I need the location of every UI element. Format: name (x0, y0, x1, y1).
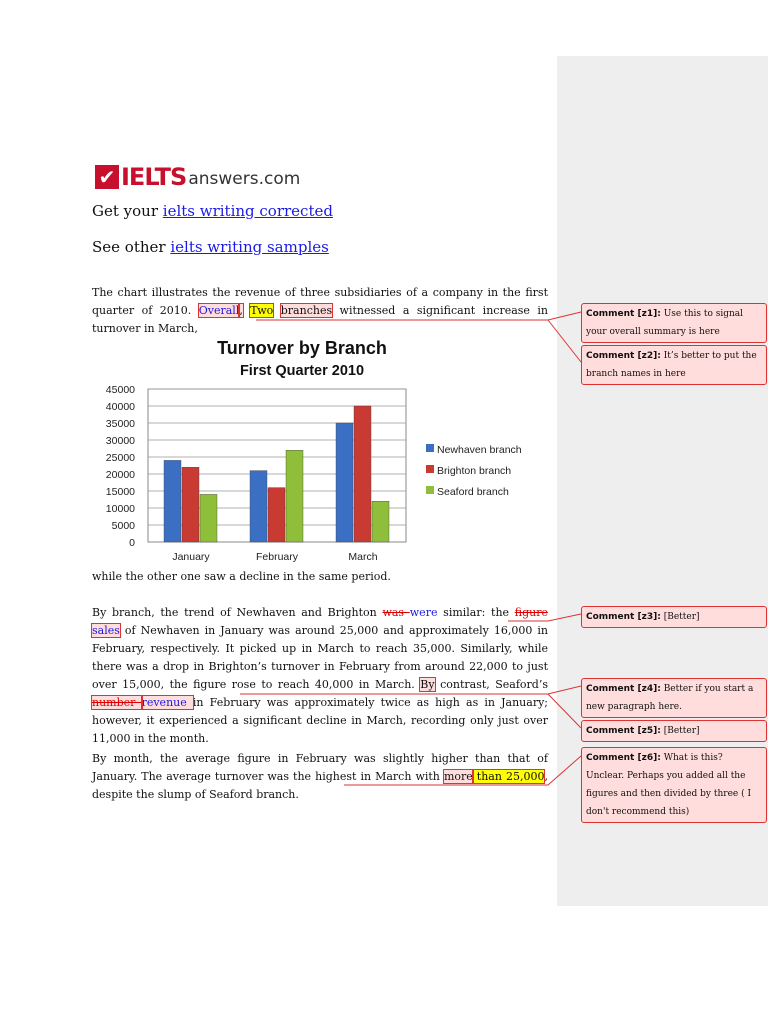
para1-text-c: while the other one saw a decline in the same period. (92, 570, 391, 583)
ieltsanswers-logo[interactable] (95, 163, 300, 189)
hl-by: By (420, 678, 435, 691)
x-tick-label: January (172, 551, 210, 563)
comment-text: [Better] (660, 726, 700, 736)
samples-link[interactable]: ielts writing samples (170, 238, 329, 256)
bar (164, 460, 181, 542)
para1-text-b: witnessed a significant increase in turnover in March, (92, 304, 548, 335)
chart-title: Turnover by Branch (217, 338, 387, 358)
hl-branches: branches (280, 304, 333, 317)
y-tick-label: 15000 (105, 486, 135, 498)
para1-text-a: The chart illustrates the revenue of three subsidiaries of a company in the first quarter of 2010. (92, 286, 548, 317)
logo-answers-text: answers.com (188, 169, 301, 189)
ins-overall: Overall (198, 304, 240, 317)
y-tick-label: 35000 (105, 418, 135, 430)
samples-line (92, 238, 329, 256)
y-tick-label: 40000 (105, 401, 135, 413)
comment-ref: Comment [z4]: (586, 684, 661, 694)
y-tick-label: 5000 (111, 520, 135, 532)
comment-text: Use this to signal your overall summary is here (586, 309, 744, 337)
comment-z6[interactable] (581, 747, 767, 823)
para2-text-a: By branch, the trend of Newhaven and Brighton (92, 606, 383, 619)
chart-subtitle: First Quarter 2010 (239, 363, 365, 379)
bar (372, 501, 389, 542)
comment-ref: Comment [z1]: (586, 309, 661, 319)
legend-swatch (426, 444, 434, 452)
y-tick-label: 10000 (105, 503, 135, 515)
y-tick-label: 25000 (105, 452, 135, 464)
hl-more: more (443, 770, 473, 783)
comment-ref: Comment [z5]: (586, 726, 661, 736)
ins-were: were (409, 606, 438, 619)
corrected-link[interactable]: ielts writing corrected (162, 202, 333, 220)
legend-label: Newhaven branch (437, 444, 522, 456)
para2-text-c: of Newhaven in January was around 25,000 and approximately 16,000 in February, respectively. It picked up in March to reach 35,000. Similarly, while there was a drop in Brighton’s turnover in February from around 22,000 to just over 15,000, the figure rose to reach 40,000 in March. (92, 624, 548, 691)
paragraph-3 (92, 750, 548, 804)
para2-text-e: in February was approximately twice as high as in January; however, it experienced a significant decline in March, recording only just over 11,000 in the month. (92, 696, 549, 745)
comment-z1[interactable] (581, 303, 767, 343)
y-tick-label: 0 (129, 537, 135, 549)
comment-text: What is this? Unclear. Perhaps you added all the figures and then divided by three ( I don't recommend this) (586, 753, 752, 817)
bar (250, 471, 267, 542)
turnover-chart (92, 330, 548, 570)
bar (268, 488, 285, 542)
x-tick-label: March (348, 551, 378, 563)
bar (182, 467, 199, 542)
comment-text: It’s better to put the branch names in here (586, 351, 757, 379)
comment-z4[interactable] (581, 678, 767, 718)
del-was: was (382, 606, 410, 619)
hl-two: Two (250, 304, 274, 317)
samples-prefix: See other (92, 238, 171, 256)
ins-sales: sales (92, 624, 120, 637)
para1-comma: , (239, 304, 243, 317)
hl-than-25000: than 25,000 (472, 770, 545, 783)
del-figure: figure (514, 606, 548, 619)
comment-z3[interactable] (581, 606, 767, 628)
bar (200, 494, 217, 542)
comment-ref: Comment [z2]: (586, 351, 661, 361)
del-number: number (92, 696, 142, 709)
comment-z5[interactable] (581, 720, 767, 742)
ins-revenue: revenue (141, 696, 193, 709)
para3-text-a: By month, the average figure in February was slightly higher than that of January. The average turnover was the highest in March with (92, 752, 548, 783)
y-tick-label: 20000 (105, 469, 135, 481)
legend-label: Seaford branch (437, 486, 509, 498)
corrected-line (92, 202, 333, 220)
para2-text-d: contrast, Seaford’s (434, 678, 548, 691)
comment-text: Better if you start a new paragraph here. (586, 684, 754, 712)
para2-text-b: similar: the (437, 606, 515, 619)
comment-ref: Comment [z3]: (586, 612, 661, 622)
x-tick-label: February (255, 551, 299, 563)
comment-ref: Comment [z6]: (586, 753, 661, 763)
paragraph-1-end (92, 568, 548, 586)
legend-label: Brighton branch (437, 465, 512, 477)
bar (336, 423, 353, 542)
checkmark-icon: ✔ (95, 165, 119, 189)
comment-z2[interactable] (581, 345, 767, 385)
logo-ielts-text: IELTS (121, 163, 187, 191)
y-tick-label: 45000 (105, 384, 135, 396)
y-tick-label: 30000 (105, 435, 135, 447)
paragraph-2 (92, 604, 548, 748)
bar (286, 450, 303, 542)
para3-text-b: , despite the slump of Seaford branch. (92, 770, 548, 801)
bar (354, 406, 371, 542)
corrected-prefix: Get your (92, 202, 163, 220)
legend-swatch (426, 465, 434, 473)
legend-swatch (426, 486, 434, 494)
comment-text: [Better] (660, 612, 700, 622)
